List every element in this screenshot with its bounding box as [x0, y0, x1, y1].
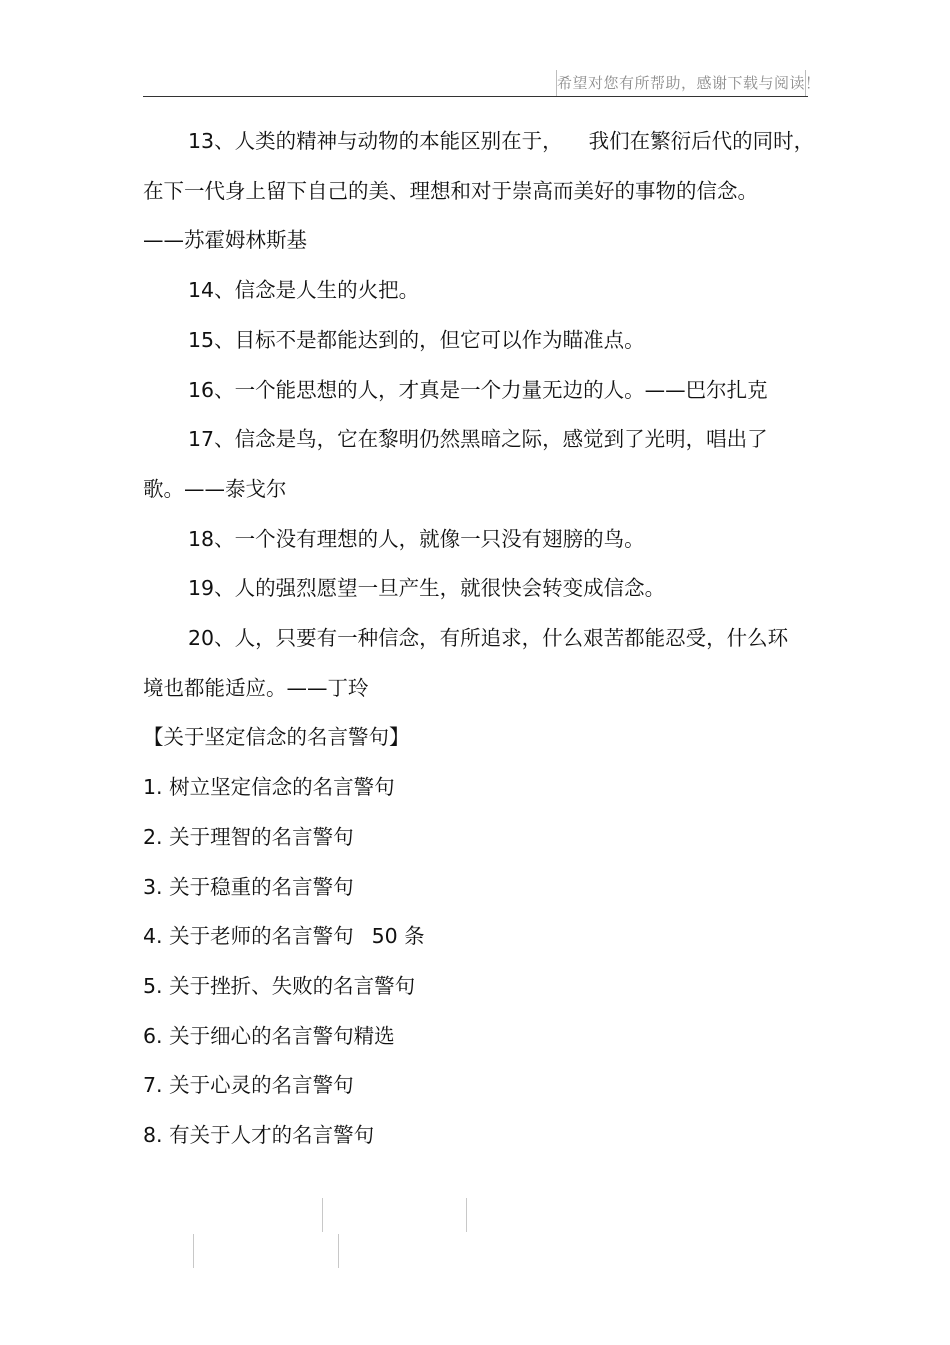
- quote-13-line-1: [143, 117, 815, 167]
- related-item-8: 8. 有关于人才的名言警句: [143, 1123, 375, 1148]
- header-note: 希望对您有所帮助，感谢下载与阅读！: [556, 70, 806, 96]
- header-divider: [143, 96, 808, 97]
- quote-13-line-2: 在下一代身上留下自己的美、理想和对于崇高而美好的事物的信念。: [143, 178, 758, 203]
- related-item-4-text: 4. 关于老师的名言警句: [143, 924, 354, 949]
- footer-mark-3: [193, 1234, 194, 1268]
- footer-mark-2: [466, 1198, 467, 1232]
- quote-19: 19、人的强烈愿望一旦产生，就很快会转变成信念。: [188, 576, 666, 601]
- related-item-4-count: 50 条: [371, 924, 425, 949]
- quote-16: 16、一个能思想的人，才真是一个力量无边的人。——巴尔扎克: [188, 377, 768, 402]
- related-item-6: 6. 关于细心的名言警句精选: [143, 1023, 395, 1048]
- quote-14: 14、信念是人生的火把。: [188, 278, 420, 303]
- quote-13-part-2: 我们在繁衍后代的同时，: [588, 129, 815, 153]
- related-heading: 【关于坚定信念的名言警句】: [143, 725, 410, 750]
- related-item-5: 5. 关于挫折、失败的名言警句: [143, 973, 416, 998]
- quote-13-author: ——苏霍姆林斯基: [143, 228, 307, 253]
- quote-13: [143, 117, 815, 167]
- footer-mark-4: [338, 1234, 339, 1268]
- related-item-7: 7. 关于心灵的名言警句: [143, 1073, 354, 1098]
- quote-13-part-1: 13、人类的精神与动物的本能区别在于，: [188, 129, 563, 153]
- related-item-2: 2. 关于理智的名言警句: [143, 824, 354, 849]
- footer-mark-1: [322, 1198, 323, 1232]
- quote-15: 15、目标不是都能达到的，但它可以作为瞄准点。: [188, 327, 645, 352]
- related-item-3: 3. 关于稳重的名言警句: [143, 874, 354, 899]
- quote-20: 20、人，只要有一种信念，有所追求，什么艰苦都能忍受，什么环境也都能适应。——丁玲: [143, 626, 789, 700]
- related-item-1: 1. 树立坚定信念的名言警句: [143, 775, 395, 800]
- document-body: [143, 117, 815, 1161]
- quote-18: 18、一个没有理想的人，就像一只没有翅膀的鸟。: [188, 526, 645, 551]
- related-item-4: [143, 912, 793, 962]
- quote-17: 17、信念是鸟，它在黎明仍然黑暗之际，感觉到了光明，唱出了歌。——泰戈尔: [143, 427, 768, 501]
